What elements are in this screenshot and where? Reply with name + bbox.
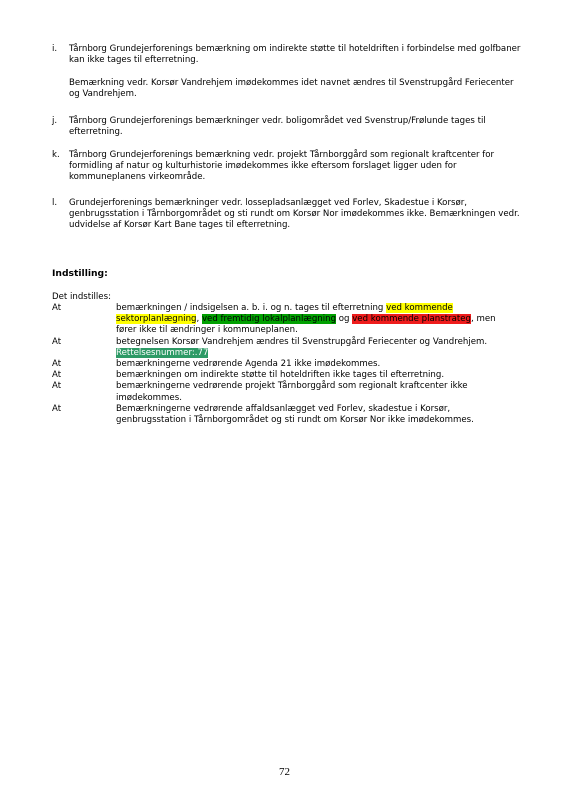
recommendation-row xyxy=(52,303,522,337)
at-label: At xyxy=(52,359,62,370)
recommendation-row xyxy=(52,359,522,370)
recommendation-text xyxy=(116,337,514,359)
list-item-body xyxy=(69,198,521,232)
list-item-label: j. xyxy=(52,116,58,126)
list-item-label: k. xyxy=(52,150,60,160)
list-item-body xyxy=(69,150,521,184)
text-run: og xyxy=(336,314,353,325)
recommendation-text: bemærkningerne vedrørende Agenda 21 ikke imødekommes. xyxy=(116,359,381,370)
list-item-label: i. xyxy=(52,44,58,54)
page-number: 72 xyxy=(279,766,290,778)
text-run: betegnelsen Korsør Vandrehjem ændres til Svenstrupgård Feriecenter og Vandrehjem. xyxy=(116,336,488,347)
at-label: At xyxy=(52,381,62,392)
highlight-green: ved fremtidig lokalplanlægning xyxy=(201,314,337,325)
section-intro: Det indstilles: xyxy=(52,292,111,302)
paragraph: Tårnborg Grundejerforenings bemærkning vedr. projekt Tårnborggård som regionalt kraftcenter for formidling af natur og kulturhistorie imødekommes ikke eftersom forslaget ligger uden for kommuneplanens virkeområde. xyxy=(69,150,495,183)
recommendation-list xyxy=(52,303,522,426)
at-label: At xyxy=(52,370,62,381)
paragraph: Tårnborg Grundejerforenings bemærkninger vedr. boligområdet ved Svenstrup/Frølunde tages til efterretning. xyxy=(69,116,486,138)
recommendation-text: bemærkningen om indirekte støtte til hoteldriften ikke tages til efterretning. xyxy=(116,370,445,381)
section-heading: Indstilling: xyxy=(52,268,108,279)
paragraph: Bemærkning vedr. Korsør Vandrehjem imødekommes idet navnet ændres til Svenstrupgård Feriecenter og Vandrehjem. xyxy=(69,77,514,99)
list-item-body xyxy=(69,116,521,138)
list-item-body xyxy=(69,44,521,100)
recommendation-text xyxy=(116,303,514,337)
highlight-red: ved kommende planstrateg xyxy=(352,314,471,325)
paragraph: Grundejerforenings bemærkninger vedr. lossepladsanlægget ved Forlev, Skadestue i Korsør, genbrugsstation i Tårnborgområdet og sti rundt om Korsør Nor imødekommes ikke. Bemærkningen vedr. udvidelse af Korsør Kart Bane tages til efterretning. xyxy=(69,198,520,231)
at-label: At xyxy=(52,303,62,313)
recommendation-row xyxy=(52,404,522,426)
text-run: bemærkningen / indsigelsen a. b. i. og n. tages til efterretning xyxy=(116,303,387,313)
highlight-yellow: ved kommende sektorplanlægning xyxy=(116,303,453,325)
recommendation-text: bemærkningerne vedrørende projekt Tårnborggård som regionalt kraftcenter ikke imødekommes. xyxy=(116,381,468,403)
highlight-teal: Rettelsesnummer:.77 xyxy=(116,347,209,358)
recommendation-row xyxy=(52,337,522,359)
at-label: At xyxy=(52,403,62,414)
recommendation-row xyxy=(52,370,522,381)
recommendation-text: Bemærkningerne vedrørende affaldsanlægget ved Forlev, skadestue i Korsør, genbrugsstation i Tårnborgområdet og sti rundt om Korsør Nor ikke imødekommes. xyxy=(116,403,474,426)
at-label: At xyxy=(52,336,62,347)
recommendation-row xyxy=(52,381,522,403)
paragraph: Tårnborg Grundejerforenings bemærkning om indirekte støtte til hoteldriften i forbindelse med golfbaner kan ikke tages til efterretning. xyxy=(69,44,521,66)
text-run: , men fører ikke til ændringer i kommuneplanen. xyxy=(116,314,496,336)
text-run: , xyxy=(196,314,202,325)
list-item-label: l. xyxy=(52,198,58,208)
